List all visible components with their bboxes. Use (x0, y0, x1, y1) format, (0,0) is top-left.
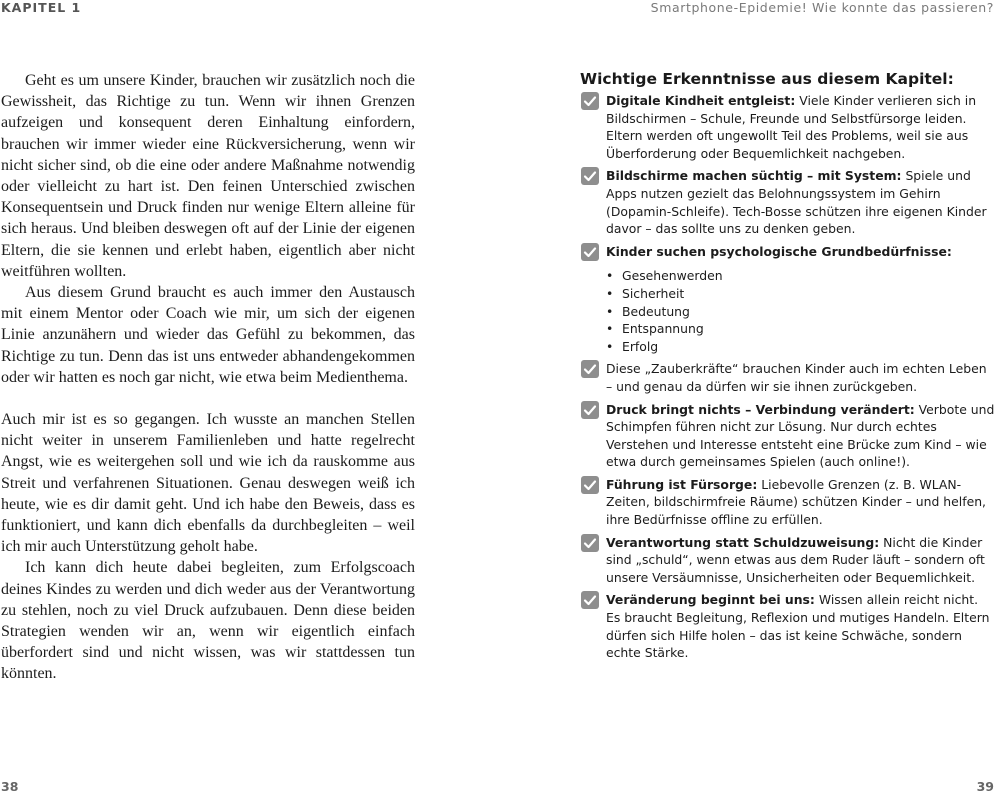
bullet-item: • Bedeutung (606, 303, 996, 321)
checkbox-checked-icon (581, 92, 599, 110)
takeaway-text: Diese „Zauberkräfte“ brauchen Kinder auch im echten Leben – und genau da dürfen wir sie ihnen zurückgeben. (606, 361, 987, 394)
takeaway-text: Wissen allein reicht nicht. Es braucht Begleitung, Reflexion und mutiges Handeln. Eltern dürfen sich Hilfe holen – das ist keine Schwäche, sondern echte Stärke. (606, 592, 990, 661)
takeaways-title: Wichtige Erkenntnisse aus diesem Kapitel: (580, 70, 954, 88)
takeaway-item (580, 591, 996, 661)
takeaway-item (580, 360, 996, 395)
page-number-right: 39 (976, 779, 994, 794)
paragraph: Geht es um unsere Kinder, brauchen wir zusätzlich noch die Gewissheit, das Richtige zu tun. Wenn wir ihnen Grenzen aufzeigen und konsequent deren Einhaltung einfordern, brauchen wir immer wieder eine Rückversicherung, wenn wir nicht sicher sind, ob die eine oder andere Maßnahme notwendig oder vielleicht zu hart ist. Den feinen Unterschied zwischen Konsequentsein und Druck finden nur wenige Eltern alleine für sich heraus. Und bleiben deswegen oft auf der Linie der eigenen Eltern, die sie kennen und erlebt haben, eigentlich aber nicht weitführen wollten. (1, 72, 415, 280)
checkbox-checked-icon (581, 360, 599, 378)
takeaway-text: Viele Kinder verlieren sich in Bildschirmen – Schule, Freunde und Selbstfürsorge leiden. Eltern werden oft ungewollt Teil des Problems, weil sie aus Überforderung oder Bequemlichkeit nachgeben. (606, 93, 977, 161)
paragraph: Aus diesem Grund braucht es auch immer den Austausch mit einem Mentor oder Coach wie mir, um sich der eigenen Linie anzunähern und wieder das Gefühl zu bekommen, das Richtige zu tun. Denn das ist uns entweder abhandengekommen oder wir hatten es noch gar nicht, wie etwa beim Medienthema. (1, 284, 415, 386)
takeaway-item (580, 401, 996, 471)
takeaway-text: Nicht die Kinder sind „schuld“, wenn etwas aus dem Ruder läuft – sondern oft unsere Versäumnisse, Unsicherheiten oder Bequemlichkeit. (606, 534, 985, 585)
takeaway-heading: Kinder suchen psychologische Grundbedürfnisse: (606, 243, 952, 259)
takeaway-heading: Veränderung beginnt bei uns: (606, 592, 815, 608)
checkbox-checked-icon (581, 167, 599, 185)
takeaway-item (580, 476, 996, 529)
takeaways-list (580, 92, 996, 662)
paragraph: Auch mir ist es so gegangen. Ich wusste an manchen Stellen nicht weiter in unserem Familienleben und hatte regelrecht Angst, wie es weitergehen soll und wie ich da rauskomme aus Streit und verfahrenen Situationen. Genau deswegen weiß ich heute, wie es dir damit geht. Und ich habe den Beweis, dass es funktioniert, und kann dich ebenfalls da durchbegleiten – weil ich mir auch Unterstützung geholt habe. (1, 411, 415, 556)
checkbox-checked-icon (581, 476, 599, 494)
bullet-item: • Erfolg (606, 338, 996, 356)
checkbox-checked-icon (581, 591, 599, 609)
chapter-header: KAPITEL 1 (1, 0, 82, 15)
takeaway-item (580, 534, 996, 587)
takeaway-heading: Verantwortung statt Schuldzuweisung: (606, 534, 880, 550)
checkbox-checked-icon (581, 534, 599, 552)
running-title: Smartphone-Epidemie! Wie konnte das passieren? (650, 0, 994, 15)
bullet-item: • Sicherheit (606, 285, 996, 303)
needs-bullet-list (606, 267, 996, 355)
takeaway-text: Verbote und Schimpfen führen nicht zur Lösung. Nur durch echtes Verstehen und Interesse entsteht eine Brücke zum Kind – wie etwa durch gemeinsames Spielen (auch online!). (606, 401, 995, 470)
key-takeaways-box (580, 70, 996, 667)
page-number-left: 38 (1, 779, 19, 794)
checkbox-checked-icon (581, 401, 599, 419)
takeaway-item (580, 167, 996, 237)
takeaway-heading: Digitale Kindheit entgleist: (606, 93, 796, 108)
checkbox-checked-icon (581, 243, 599, 261)
takeaway-text: Liebevolle Grenzen (z. B. WLAN-Zeiten, bildschirmfreie Räume) schützen Kinder – und helfen, ihre Bedürfnisse offline zu erfüllen. (606, 476, 986, 528)
takeaway-item (580, 92, 996, 162)
bullet-item: • Entspannung (606, 320, 996, 338)
takeaway-heading: Führung ist Fürsorge: (606, 476, 758, 492)
takeaway-item (580, 243, 996, 356)
paragraph: Ich kann dich heute dabei begleiten, zum Erfolgscoach deines Kindes zu werden und dich weder aus der Verantwortung zu stehlen, noch zu viel Druck aufzubauen. Denn diese beiden Strategien wenden wir an, wenn wir eigentlich einfach überfordert sind und nicht wissen, was wir stattdessen tun könnten. (1, 559, 415, 683)
takeaway-text: Spiele und Apps nutzen gezielt das Belohnungssystem im Gehirn (Dopamin-Schleife). Tech-Bosse schützen ihre eigenen Kinder davor – das sollte uns zu denken geben. (606, 168, 987, 237)
takeaway-heading: Druck bringt nichts – Verbindung verändert: (606, 401, 915, 417)
left-page-text (1, 70, 415, 685)
takeaway-heading: Bildschirme machen süchtig – mit System: (606, 168, 902, 184)
bullet-item: • Gesehenwerden (606, 267, 996, 285)
